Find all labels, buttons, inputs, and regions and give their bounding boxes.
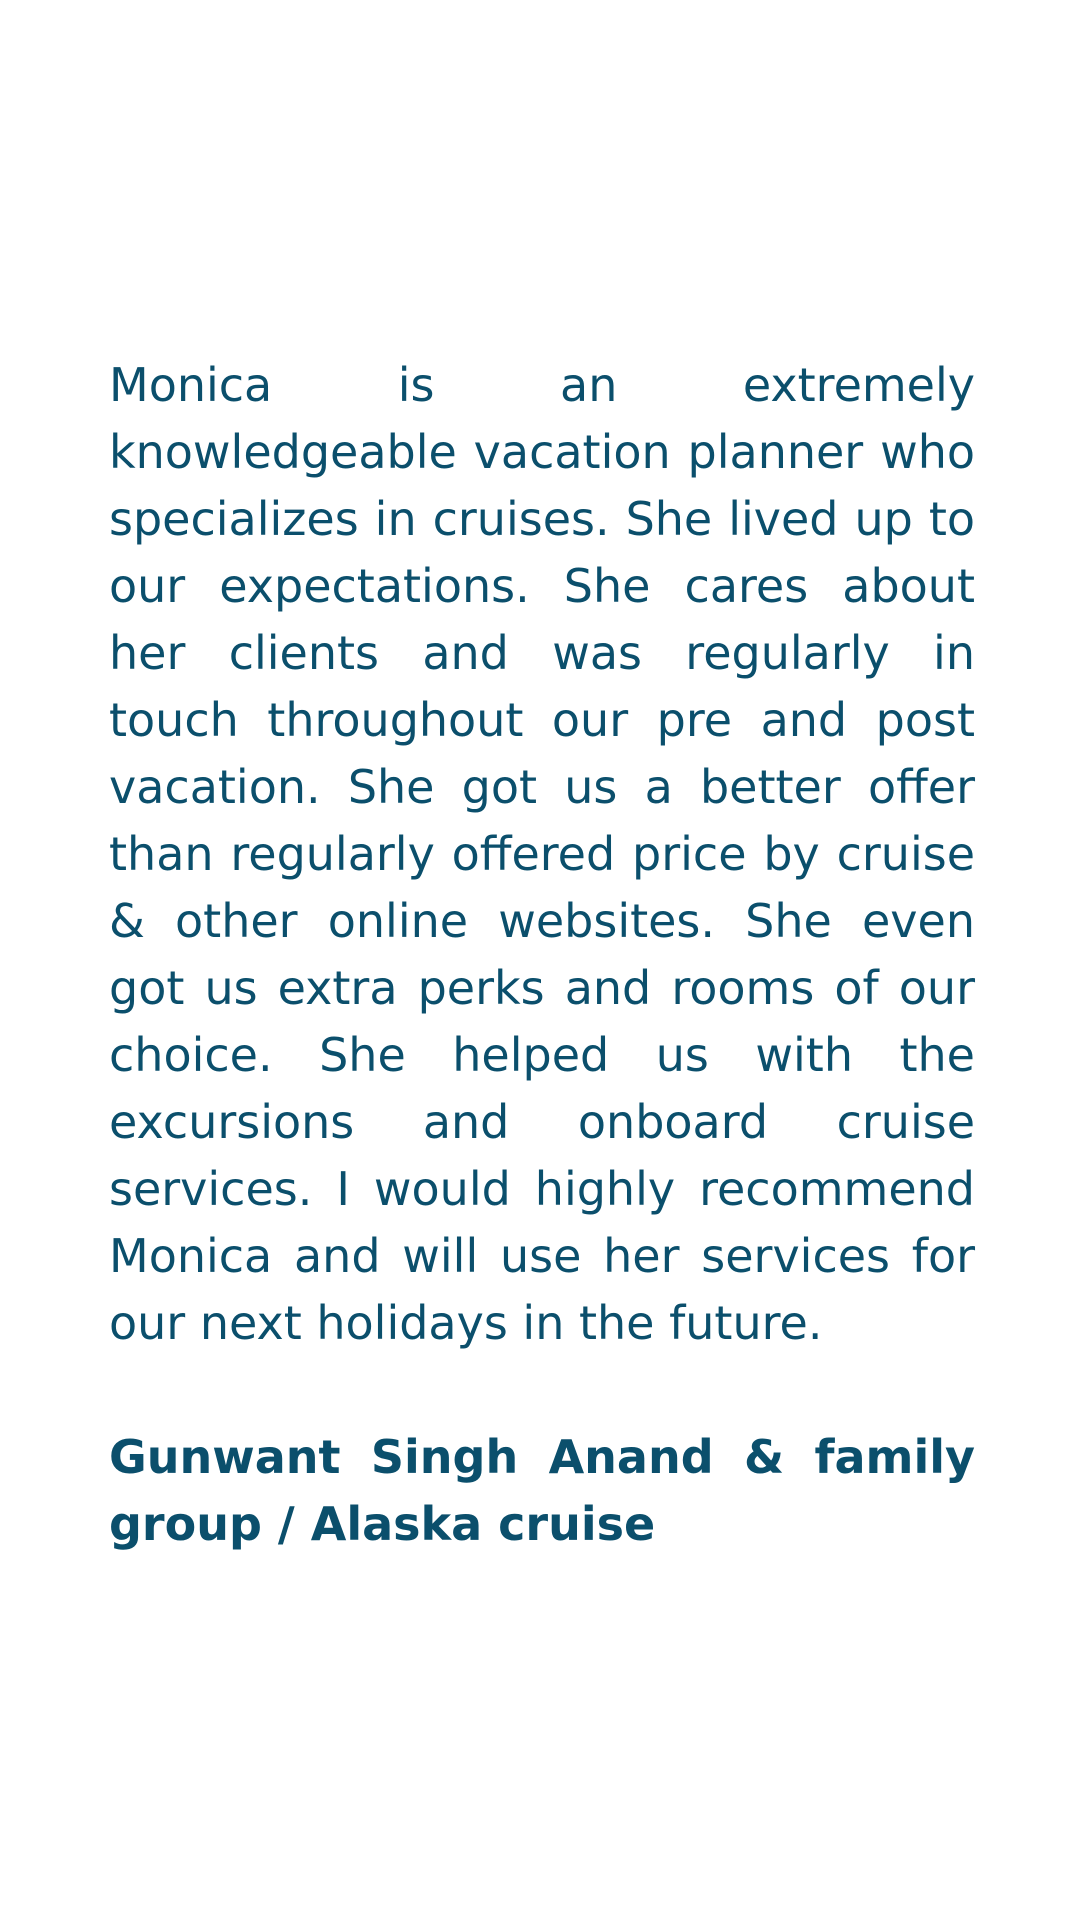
testimonial-text: Monica is an extremely knowledgeable vacation planner who specializes in cruises. She lived up to our expectations. She cares about her clients and was regularly in touch throughout our pre and post vacation. She got us a better offer than regularly offered price by cruise & other online websites. She even got us extra perks and rooms of our choice. She helped us with the excursions and onboard cruise services. I would highly recommend Monica and will use her services for our next holidays in the future. — [109, 358, 975, 1350]
testimonial-author: Gunwant Singh Anand & family group / Alaska cruise — [109, 1430, 975, 1551]
testimonial-card — [109, 352, 975, 1558]
